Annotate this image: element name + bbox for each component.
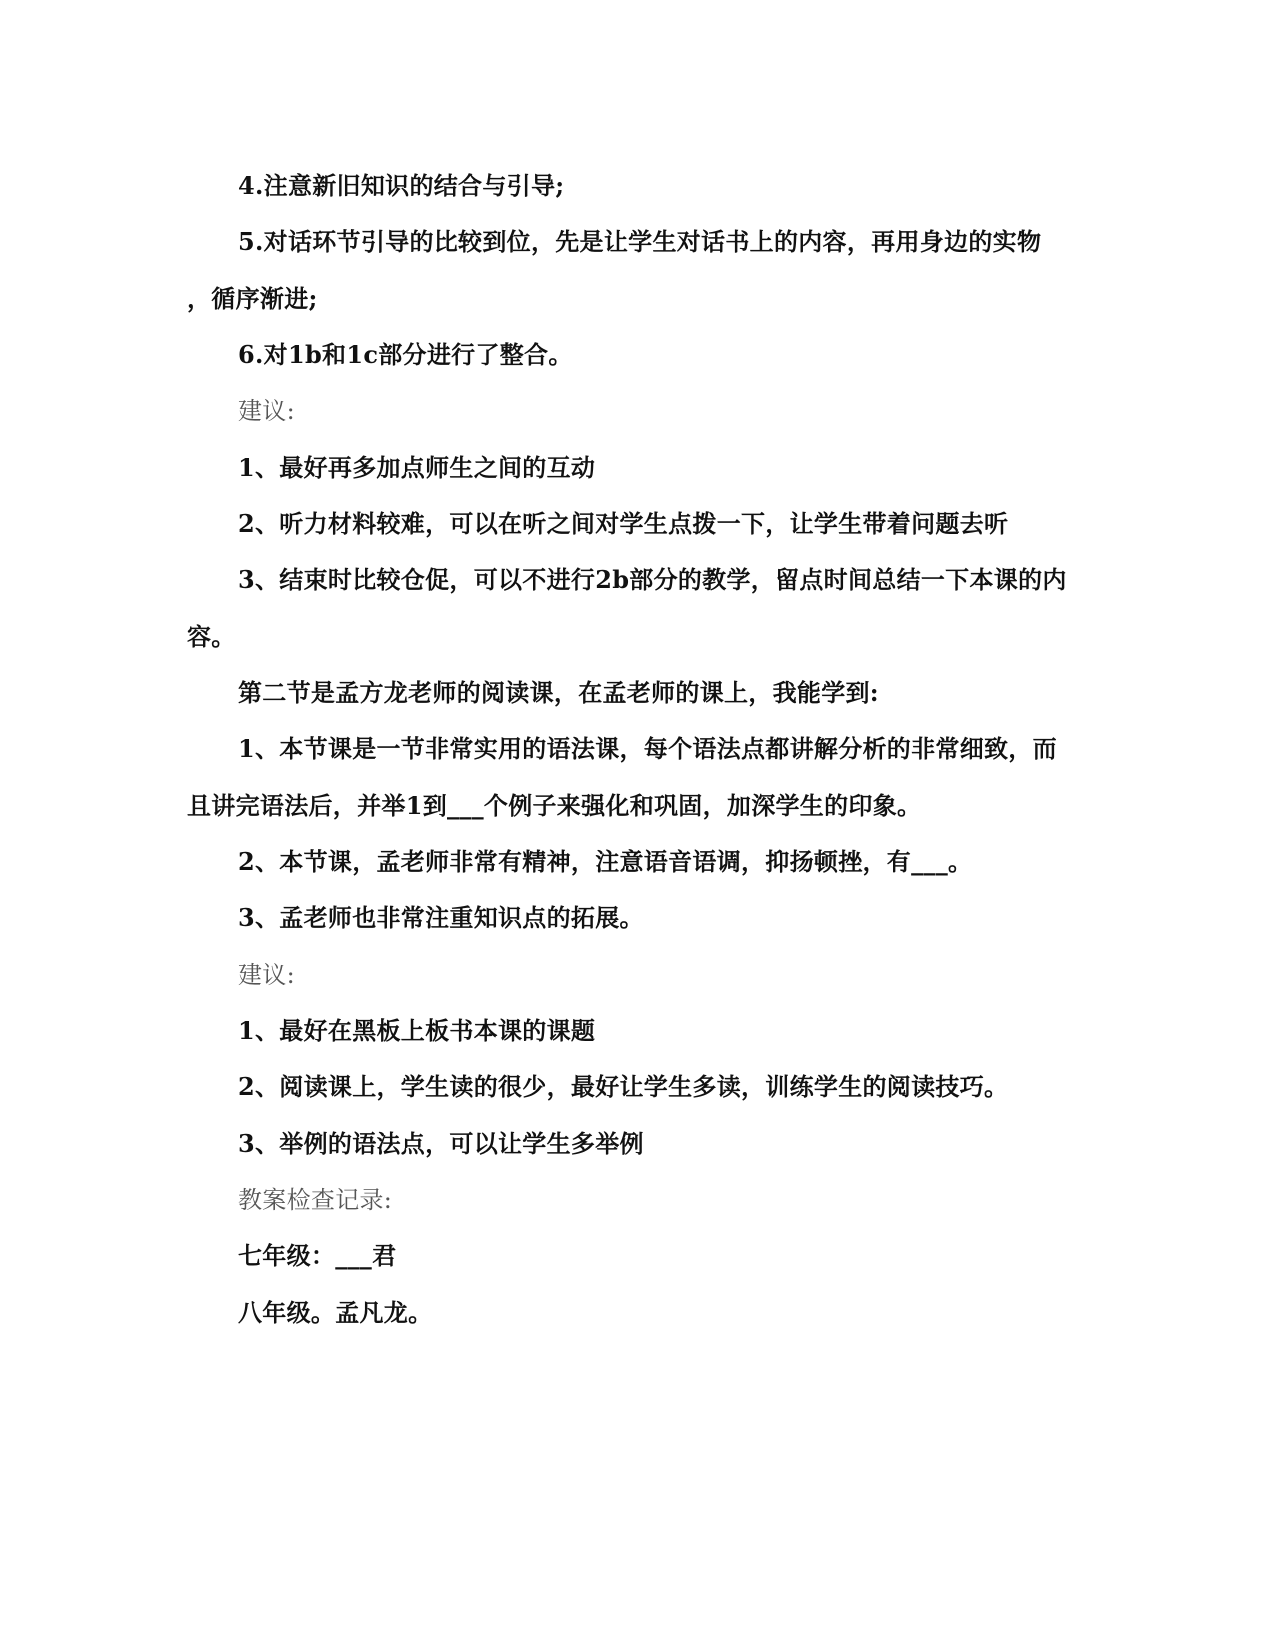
list-item: 2、听力材料较难，可以在听之间对学生点拨一下，让学生带着问题去听 [238, 509, 1009, 538]
list-item: 2、本节课，孟老师非常有精神，注意语音语调，抑扬顿挫，有___。 [238, 847, 973, 876]
paragraph-line: 5.对话环节引导的比较到位，先是让学生对话书上的内容，再用身边的实物 [238, 227, 1042, 256]
list-item: 1、最好再多加点师生之间的互动 [238, 453, 596, 482]
paragraph-line: 第二节是孟方龙老师的阅读课，在孟老师的课上，我能学到: [238, 678, 879, 707]
list-item: 3、孟老师也非常注重知识点的拓展。 [238, 903, 644, 932]
paragraph-line: 4.注意新旧知识的结合与引导; [238, 171, 565, 200]
section-heading: 建议: [238, 397, 295, 425]
list-item: 3、结束时比较仓促，可以不进行2b部分的教学，留点时间总结一下本课的内 [238, 565, 1067, 594]
paragraph-line: 6.对1b和1c部分进行了整合。 [238, 340, 573, 369]
section-heading: 建议: [238, 961, 295, 989]
record-line: 八年级。孟凡龙。 [238, 1298, 433, 1327]
list-item: 2、阅读课上，学生读的很少，最好让学生多读，训练学生的阅读技巧。 [238, 1072, 1009, 1101]
record-line: 七年级：___君 [238, 1241, 397, 1270]
paragraph-line: ，循序渐进; [187, 284, 318, 313]
paragraph-line: 且讲完语法后，并举1到___个例子来强化和巩固，加深学生的印象。 [187, 791, 922, 820]
list-item: 1、最好在黑板上板书本课的课题 [238, 1016, 596, 1045]
list-item: 3、举例的语法点，可以让学生多举例 [238, 1129, 644, 1158]
paragraph-line: 容。 [187, 622, 236, 651]
list-item: 1、本节课是一节非常实用的语法课，每个语法点都讲解分析的非常细致，而 [238, 734, 1057, 763]
section-heading: 教案检查记录: [238, 1186, 393, 1214]
